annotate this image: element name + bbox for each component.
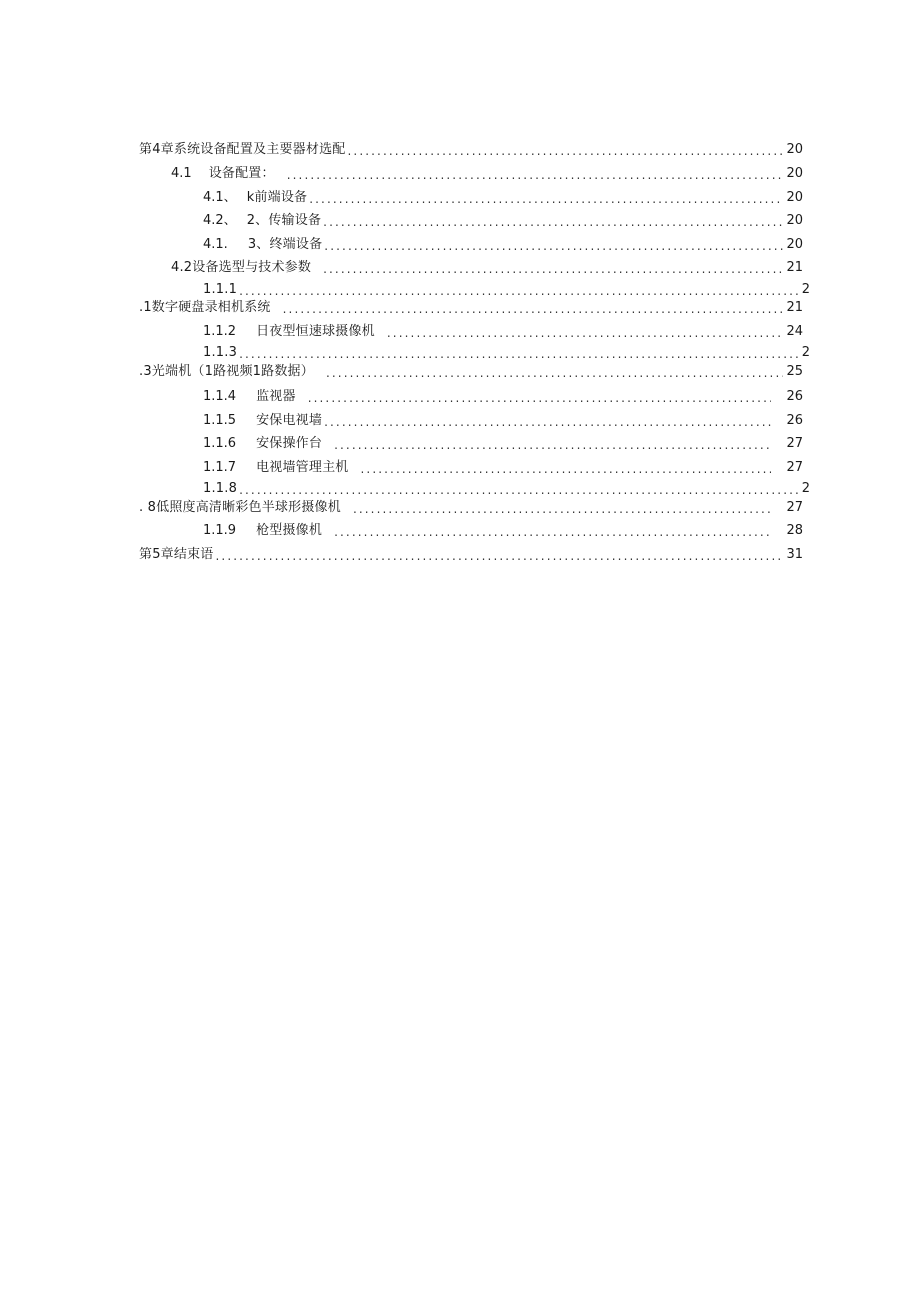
- toc-entry-title: 2、传输设备: [246, 213, 322, 228]
- toc-entry-4-2[interactable]: [171, 254, 803, 276]
- toc-entry-page: 27: [786, 436, 803, 451]
- toc-entry-page: 21: [786, 300, 803, 315]
- toc-entry-title: 日夜型恒速球摄像机: [256, 324, 375, 339]
- toc-entry-page: 31: [786, 547, 803, 562]
- toc-entry-transmission-equipment[interactable]: [203, 207, 803, 229]
- toc-entry-4-1[interactable]: [171, 160, 803, 182]
- toc-entry-1-1-4[interactable]: [203, 383, 803, 405]
- toc-entry-chapter-4[interactable]: [139, 136, 803, 158]
- toc-entry-title: 安保电视墙: [256, 413, 323, 428]
- toc-dot-leader: [215, 549, 783, 563]
- toc-entry-title: 1.1.1: [203, 282, 238, 297]
- toc-entry-page: 21: [786, 260, 803, 275]
- toc-entry-low-light-dome-camera[interactable]: [139, 494, 803, 516]
- toc-entry-terminal-equipment[interactable]: [203, 231, 803, 253]
- toc-entry-number: 4.1.: [203, 237, 228, 252]
- toc-entry-number: 1.1.6: [203, 436, 237, 451]
- toc-dot-leader: [309, 192, 783, 206]
- toc-dot-leader: [323, 215, 783, 229]
- toc-entry-number: 1.1.2: [203, 324, 237, 339]
- toc-entry-1-1-5[interactable]: [203, 407, 803, 429]
- toc-entry-page: 20: [786, 166, 803, 181]
- toc-entry-dvr-system[interactable]: [139, 294, 803, 316]
- toc-entry-title: .3光端机（1路视频1路数据）: [139, 364, 314, 379]
- toc-entry-1-1-2[interactable]: [203, 318, 803, 340]
- toc-entry-title: 3、终端设备: [247, 237, 323, 252]
- toc-entry-page: 28: [786, 523, 803, 538]
- toc-entry-title: .1数字硬盘录相机系统: [139, 300, 271, 315]
- toc-entry-page: 20: [786, 142, 803, 157]
- toc-entry-page: 25: [786, 364, 803, 379]
- toc-dot-leader: [347, 144, 783, 158]
- toc-entry-number: 4.2、: [203, 213, 237, 228]
- toc-dot-leader: [353, 502, 772, 516]
- toc-dot-leader: [323, 262, 783, 276]
- toc-entry-1-1-9[interactable]: [203, 517, 803, 539]
- toc-dot-leader: [324, 239, 783, 253]
- toc-dot-leader: [283, 302, 784, 316]
- toc-entry-title: 安保操作台: [256, 436, 323, 451]
- toc-entry-title: 1.1.8: [203, 481, 238, 496]
- toc-entry-page: 24: [786, 324, 803, 339]
- toc-entry-page: 2: [801, 345, 810, 360]
- toc-dot-leader: [360, 462, 771, 476]
- toc-entry-1-1-6[interactable]: [203, 430, 803, 452]
- toc-entry-page: 20: [786, 237, 803, 252]
- toc-dot-leader: [334, 525, 771, 539]
- toc-entry-number: 1.1.5: [203, 413, 237, 428]
- toc-entry-title: 4.2设备选型与技术参数: [171, 260, 312, 275]
- toc-entry-title: k前端设备: [246, 190, 308, 205]
- toc-entry-page: 20: [786, 190, 803, 205]
- toc-entry-title: 设备配置：: [208, 166, 275, 181]
- toc-entry-number: 4.1: [171, 166, 192, 181]
- toc-entry-number: 1.1.7: [203, 460, 237, 475]
- toc-entry-title: 监视器: [256, 389, 296, 404]
- toc-entry-page: 2: [801, 481, 810, 496]
- toc-entry-optical-transceiver[interactable]: [139, 358, 803, 380]
- toc-entry-title: . 8低照度高清晰彩色半球形摄像机: [139, 500, 341, 515]
- toc-entry-page: 2: [801, 282, 810, 297]
- toc-entry-title: 1.1.3: [203, 345, 238, 360]
- toc-dot-leader: [387, 326, 784, 340]
- toc-entry-page: 20: [786, 213, 803, 228]
- toc-dot-leader: [287, 168, 784, 182]
- toc-entry-1-1-7[interactable]: [203, 454, 803, 476]
- toc-entry-title: 第5章结束语: [139, 547, 214, 562]
- toc-entry-number: 1.1.9: [203, 523, 237, 538]
- toc-dot-leader: [324, 415, 771, 429]
- toc-dot-leader: [334, 438, 771, 452]
- toc-entry-page: 26: [786, 413, 803, 428]
- toc-entry-page: 27: [786, 460, 803, 475]
- toc-entry-title: 第4章系统设备配置及主要器材选配: [139, 142, 346, 157]
- toc-entry-page: 26: [786, 389, 803, 404]
- toc-entry-chapter-5[interactable]: [139, 541, 803, 563]
- toc-dot-leader: [326, 366, 784, 380]
- toc-entry-front-end-equipment[interactable]: [203, 184, 803, 206]
- toc-entry-number: 4.1、: [203, 190, 237, 205]
- toc-entry-page: 27: [786, 500, 803, 515]
- toc-entry-number: 1.1.4: [203, 389, 237, 404]
- toc-entry-title: 枪型摄像机: [256, 523, 323, 538]
- toc-entry-title: 电视墙管理主机: [256, 460, 349, 475]
- toc-dot-leader: [308, 391, 772, 405]
